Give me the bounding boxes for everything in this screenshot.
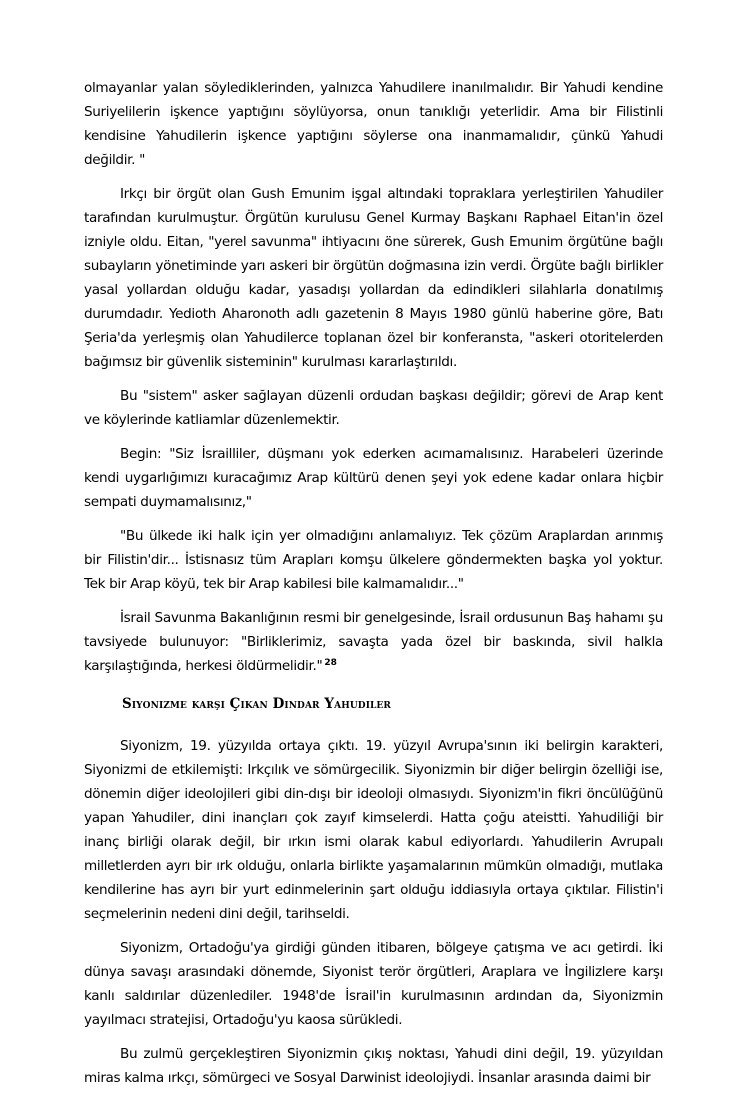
paragraph-continuation: olmayanlar yalan söylediklerinden, yalnızca Yahudilere inanılmalıdır. Bir Yahudi kendine Suriyelilerin işkence yaptığını söylüyorsa, onun tanıklığı yeterlidir. Ama bir Filistinli kendisine Yahudilerin işkence yaptığını söylerse ona inanmamalıdır, çünkü Yahudi değildir. ": [84, 80, 663, 168]
paragraph-zionism-ideology: Bu zulmü gerçekleştiren Siyonizmin çıkış noktası, Yahudi dini değil, 19. yüzyıldan miras kalma ırkçı, sömürgeci ve Sosyal Darwinist ideolojiydi. İnsanlar arasında daimi bir: [84, 1046, 663, 1086]
paragraph-zionism-origin: Siyonizm, 19. yüzyılda ortaya çıktı. 19. yüzyıl Avrupa'sının iki belirgin karakteri, Siyonizmi de etkilemişti: Irkçılık ve sömürgecilik. Siyonizmin bir diğer belirgin özelliği ise, dönemin diğer ideolojileri gibi din-dışı bir ideoloji olmasıydı. Siyonizm'in fikri öncülüğünü yapan Yahudiler, dini inançları çok zayıf kimselerdi. Hatta çoğu ateistti. Yahudiliği bir inanç birliği olarak değil, bir ırkın ismi olarak kabul ediyorlardı. Yahudilerin Avrupalı milletlerden ayrı bir ırk olduğu, onlarla birlikte yaşamalarının mümkün olmadığı, mutlaka kendilerine has ayrı bir yurt edinmelerinin şart olduğu iddiasıyla ortaya çıktılar. Filistin'i seçmelerinin nedeni dini değil, tarihseldi.: [84, 738, 663, 922]
paragraph-gush-emunim: Irkçı bir örgüt olan Gush Emunim işgal altındaki topraklara yerleştirilen Yahudiler tarafından kurulmuştur. Örgütün kurulusu Genel Kurmay Başkanı Raphael Eitan'in özel izniyle oldu. Eitan, "yerel savunma" ihtiyacını öne sürerek, Gush Emunim örgütüne bağlı subayların yönetiminde yarı askeri bir örgütün doğmasına izin verdi. Örgüte bağlı birlikler yasal yollardan olduğu kadar, yasadışı yollardan da edindikleri silahlarla donatılmış durumdadır. Yedioth Aharonoth adlı gazetenin 8 Mayıs 1980 günlü haberine göre, Batı Şeria'da yerleşmiş olan Yahudilerce toplanan özel bir konferansta, "askeri otoritelerden bağımsız bir güvenlik sisteminin" kurulması kararlaştırıldı.: [84, 186, 663, 370]
paragraph-defense-ministry-text: İsrail Savunma Bakanlığının resmi bir genelgesinde, İsrail ordusunun Baş hahamı şu tavsiyede bulunuyor: "Birliklerimiz, savaşta yada özel bir baskında, sivil halkla karşılaştığında, herkesi öldürmelidir.": [84, 610, 663, 674]
section-heading: Siyonizme karşı Çıkan Dindar Yahudiler: [122, 696, 391, 712]
paragraph-begin-quote: Begin: "Siz İsrailliler, düşmanı yok ederken acımamalısınız. Harabeleri üzerinde kendi uygarlığımızı kuracağımız Arap kültürü denen şeyi yok edene kadar onlara hiçbir sempati duymamalısınız,": [84, 446, 663, 510]
paragraph-sistem: Bu "sistem" asker sağlayan düzenli ordudan başkası değildir; görevi de Arap kent ve köylerinde katliamlar düzenlemektir.: [84, 388, 663, 428]
document-page: [84, 76, 663, 1100]
paragraph-zionism-middle-east: Siyonizm, Ortadoğu'ya girdiği günden itibaren, bölgeye çatışma ve acı getirdi. İki dünya savaşı arasındaki dönemde, Siyonist terör örgütleri, Araplara ve İngilizlere karşı kanlı saldırılar düzenlediler. 1948'de İsrail'in kurulmasının ardından da, Siyonizmin yayılmacı stratejisi, Ortadoğu'yu kaosa sürükledi.: [84, 940, 663, 1028]
paragraph-two-peoples-quote: "Bu ülkede iki halk için yer olmadığını anlamalıyız. Tek çözüm Araplardan arınmış bir Filistin'dir... İstisnasız tüm Arapları komşu ülkelere göndermekten başka yol yoktur. Tek bir Arap köyü, tek bir Arap kabilesi bile kalmamalıdır...": [84, 528, 663, 592]
paragraph-defense-ministry: [84, 606, 663, 678]
footnote-reference: 28: [324, 658, 337, 668]
